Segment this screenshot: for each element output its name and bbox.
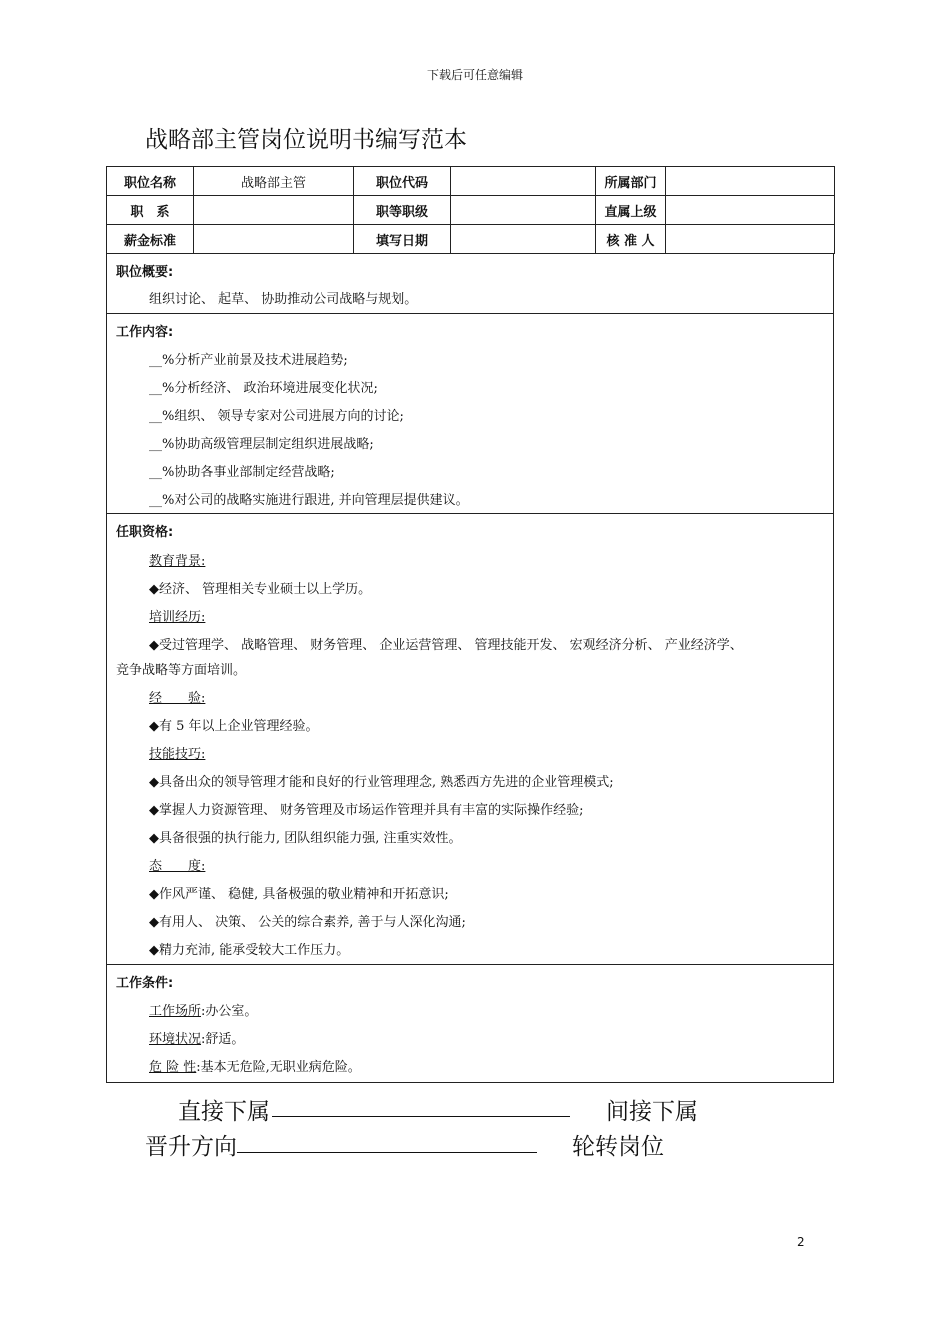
environment-line (149, 1028, 244, 1047)
cell-value (666, 225, 835, 254)
list-item: ◆受过管理学、 战略管理、 财务管理、 企业运营管理、 管理技能开发、 宏观经济分析、 产业经济学、 (149, 638, 743, 653)
cell-label: 职 系 (107, 196, 194, 225)
cell-label: 薪金标准 (107, 225, 194, 254)
list-item: ◆有用人、 决策、 公关的综合素养, 善于与人深化沟通; (149, 915, 466, 930)
direct-subordinate-blank[interactable] (272, 1116, 570, 1117)
document-title: 战略部主管岗位说明书编写范本 (145, 127, 467, 153)
cell-label: 核 准 人 (596, 225, 666, 254)
cell-value: 战略部主管 (194, 167, 354, 196)
risk-label: 危 险 性 (149, 1060, 197, 1075)
cell-value (451, 225, 596, 254)
indirect-subordinate-label: 间接下属 (606, 1099, 698, 1125)
list-item: ◆具备很强的执行能力, 团队组织能力强, 注重实效性。 (149, 831, 462, 846)
section-title: 工作内容: (116, 325, 174, 340)
conditions-section (106, 964, 834, 1083)
risk-value: :基本无危险,无职业病危险。 (196, 1060, 361, 1075)
risk-line (149, 1056, 361, 1075)
direct-subordinate-label: 直接下属 (178, 1099, 270, 1125)
list-item: __%分析经济、 政治环境进展变化状况; (149, 381, 378, 396)
overview-text: 组织讨论、 起草、 协助推动公司战略与规划。 (149, 292, 418, 307)
work-place-line (149, 1000, 257, 1019)
cell-label: 填写日期 (354, 225, 451, 254)
list-item: ◆精力充沛, 能承受较大工作压力。 (149, 943, 350, 958)
list-item: ◆有 5 年以上企业管理经验。 (149, 719, 319, 734)
table-row (107, 225, 835, 254)
overview-section (106, 253, 834, 314)
cell-value (666, 196, 835, 225)
promotion-blank[interactable] (237, 1152, 537, 1153)
promotion-label: 晋升方向 (145, 1134, 237, 1160)
cell-label: 所属部门 (596, 167, 666, 196)
list-item: __%协助高级管理层制定组织进展战略; (149, 437, 374, 452)
section-title: 职位概要: (116, 265, 174, 280)
skills-label: 技能技巧: (149, 747, 206, 762)
cell-label: 职位名称 (107, 167, 194, 196)
attitude-label: 态 度: (149, 859, 206, 874)
list-item: ◆掌握人力资源管理、 财务管理及市场运作管理并具有丰富的实际操作经验; (149, 803, 584, 818)
education-label: 教育背景: (149, 554, 206, 569)
training-label: 培训经历: (149, 610, 206, 625)
list-item-continued: 竞争战略等方面培训。 (116, 663, 247, 678)
section-title: 任职资格: (116, 525, 174, 540)
environment-value: :舒适。 (201, 1032, 245, 1047)
work-place-value: :办公室。 (201, 1004, 258, 1019)
header-note: 下载后可任意编辑 (426, 68, 523, 82)
list-item: ◆具备出众的领导管理才能和良好的行业管理理念, 熟悉西方先进的企业管理模式; (149, 775, 614, 790)
rotation-label: 轮转岗位 (572, 1134, 664, 1160)
list-item: __%组织、 领导专家对公司进展方向的讨论; (149, 409, 404, 424)
cell-value (194, 196, 354, 225)
section-title: 工作条件: (116, 976, 174, 991)
cell-value (451, 167, 596, 196)
work-content-section (106, 313, 834, 514)
experience-label: 经 验: (149, 691, 206, 706)
work-place-label: 工作场所 (149, 1004, 202, 1019)
cell-label: 直属上级 (596, 196, 666, 225)
cell-label: 职位代码 (354, 167, 451, 196)
table-row (107, 196, 835, 225)
environment-label: 环境状况 (149, 1032, 202, 1047)
list-item: __%分析产业前景及技术进展趋势; (149, 353, 348, 368)
list-item: ◆经济、 管理相关专业硕士以上学历。 (149, 582, 372, 597)
table-row (107, 167, 835, 196)
cell-value (194, 225, 354, 254)
page-number: 2 (797, 1235, 805, 1249)
list-item: __%对公司的战略实施进行跟进, 并向管理层提供建议。 (149, 493, 469, 508)
cell-label: 职等职级 (354, 196, 451, 225)
list-item: ◆作风严谨、 稳健, 具备极强的敬业精神和开拓意识; (149, 887, 449, 902)
position-info-table (106, 166, 835, 254)
list-item: __%协助各事业部制定经营战略; (149, 465, 335, 480)
qualifications-section (106, 513, 834, 965)
cell-value (451, 196, 596, 225)
cell-value (666, 167, 835, 196)
